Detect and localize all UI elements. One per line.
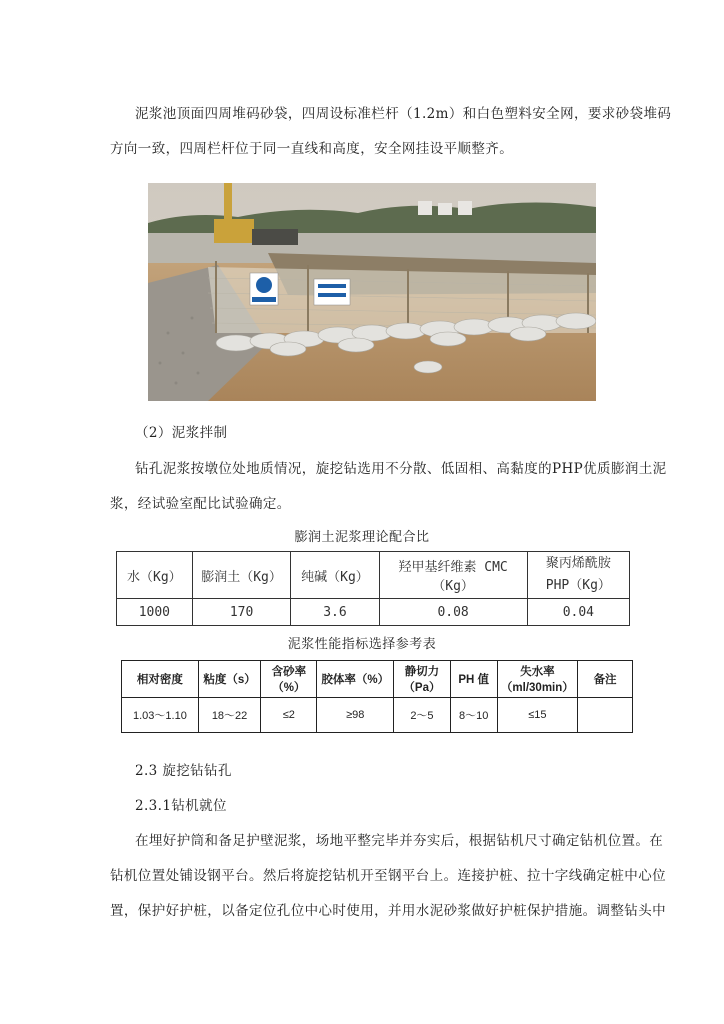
table-header-row (122, 661, 633, 698)
table-cell: ≤2 (261, 698, 317, 733)
section-heading-2-3: 2.3 旋挖钻钻孔 (135, 763, 232, 779)
mud-performance-table (121, 660, 633, 733)
table1-caption: 膨润土泥浆理论配合比 (294, 530, 430, 545)
mud-pit-photo (148, 183, 596, 401)
table-row (117, 599, 630, 626)
table-header-row (117, 552, 630, 599)
header-cell: 粘度（s） (198, 661, 260, 698)
para2-line1: 钻孔泥浆按墩位处地质情况，旋挖钻选用不分散、低固相、高黏度的PHP优质膨润土泥 (135, 461, 667, 477)
header-cell: 相对密度 (122, 661, 199, 698)
header-cell: 聚丙烯酰胺 PHP（Kg） (527, 552, 629, 599)
header-cell: 纯碱（Kg） (291, 552, 379, 599)
para3-line2: 钻机位置处铺设钢平台。然后将旋挖钻机开至钢平台上。连接护桩、拉十字线确定桩中心位 (110, 868, 666, 884)
header-cell: 膨润土（Kg） (192, 552, 291, 599)
para1-line1: 泥浆池顶面四周堆码砂袋，四周设标准栏杆（1.2m）和白色塑料安全网，要求砂袋堆码 (135, 106, 672, 122)
header-cell: 静切力（Pa） (394, 661, 451, 698)
para3-line3: 置，保护好护桩，以备定位孔位中心时使用，并用水泥砂浆做好护桩保护措施。调整钻头中 (110, 903, 666, 919)
section-heading-2-3-1: 2.3.1钻机就位 (135, 798, 227, 814)
table-row (122, 698, 633, 733)
header-cell: 胶体率（%） (317, 661, 394, 698)
para3-line1: 在埋好护筒和备足护壁泥浆，场地平整完毕并夯实后，根据钻机尺寸确定钻机位置。在 (135, 833, 664, 849)
table-cell: 1.03～1.10 (122, 698, 199, 733)
header-cell: 水（Kg） (117, 552, 193, 599)
table-cell: 1000 (117, 599, 193, 626)
section-heading-mud-mixing: （2）泥浆拌制 (135, 425, 228, 441)
table-cell: 0.08 (379, 599, 527, 626)
table-cell: ≤15 (497, 698, 578, 733)
para1-line2: 方向一致，四周栏杆位于同一直线和高度，安全网挂设平顺整齐。 (110, 141, 514, 157)
header-cell: 失水率（ml/30min） (497, 661, 578, 698)
header-cell: 羟甲基纤维素 CMC（Kg） (379, 552, 527, 599)
header-cell: PH 值 (450, 661, 497, 698)
mix-ratio-table (116, 551, 630, 626)
table-cell: 18～22 (198, 698, 260, 733)
header-cell: 含砂率（%） (261, 661, 317, 698)
table-cell: 0.04 (527, 599, 629, 626)
table-cell: 2～5 (394, 698, 451, 733)
table-cell: 8～10 (450, 698, 497, 733)
header-cell: 备注 (578, 661, 633, 698)
table-cell (578, 698, 633, 733)
para2-line2: 浆，经试验室配比试验确定。 (110, 496, 291, 512)
table2-caption: 泥浆性能指标选择参考表 (287, 637, 437, 652)
table-cell: ≥98 (317, 698, 394, 733)
table-cell: 3.6 (291, 599, 379, 626)
table-cell: 170 (192, 599, 291, 626)
